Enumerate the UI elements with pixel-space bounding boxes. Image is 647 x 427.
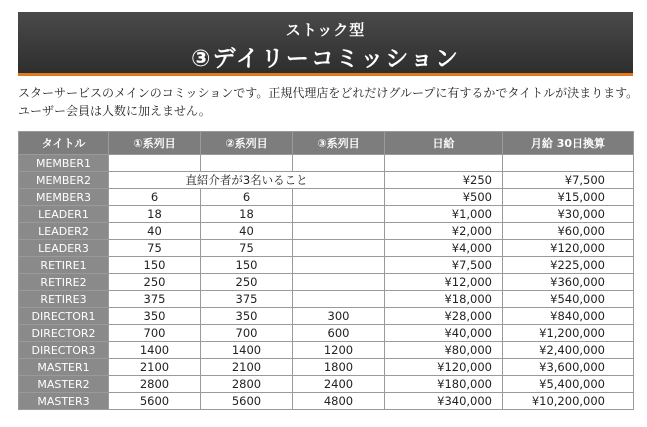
table-row [19,342,634,359]
series-3-cell: 600 [293,325,385,342]
series-1-cell: 700 [109,325,201,342]
row-title: DIRECTOR1 [19,308,109,325]
series-3-cell [293,189,385,206]
monthly-cell: ¥540,000 [503,291,634,308]
series-3-cell [293,155,385,172]
row-title: DIRECTOR2 [19,325,109,342]
header-monthly: 月給 30日換算 [503,132,634,155]
series-1-cell: 40 [109,223,201,240]
banner-title: ③デイリーコミッション [191,46,460,72]
series-1-cell: 150 [109,257,201,274]
monthly-cell: ¥5,400,000 [503,376,634,393]
monthly-cell: ¥120,000 [503,240,634,257]
series-2-cell: 2100 [201,359,293,376]
daily-cell: ¥80,000 [385,342,503,359]
daily-cell: ¥12,000 [385,274,503,291]
series-3-cell: 1200 [293,342,385,359]
series-3-cell [293,240,385,257]
monthly-cell [503,155,634,172]
daily-cell: ¥18,000 [385,291,503,308]
row-title: MEMBER1 [19,155,109,172]
series-1-cell: 75 [109,240,201,257]
header-series-3: ③系列目 [293,132,385,155]
daily-cell: ¥28,000 [385,308,503,325]
table-row [19,223,634,240]
daily-cell [385,155,503,172]
monthly-cell: ¥3,600,000 [503,359,634,376]
row-title: MEMBER2 [19,172,109,189]
row-title: MASTER3 [19,393,109,410]
daily-cell: ¥250 [385,172,503,189]
series-2-cell: 2800 [201,376,293,393]
row-title: RETIRE3 [19,291,109,308]
header-series-1: ①系列目 [109,132,201,155]
series-1-cell: 5600 [109,393,201,410]
row-title: LEADER2 [19,223,109,240]
series-2-cell: 75 [201,240,293,257]
series-2-cell: 1400 [201,342,293,359]
commission-table [18,131,634,410]
monthly-cell: ¥15,000 [503,189,634,206]
series-1-cell: 375 [109,291,201,308]
series-3-cell [293,206,385,223]
row-title: RETIRE1 [19,257,109,274]
table-row [19,172,634,189]
series-3-cell: 2400 [293,376,385,393]
table-row [19,240,634,257]
monthly-cell: ¥7,500 [503,172,634,189]
daily-cell: ¥7,500 [385,257,503,274]
series-1-cell: 2800 [109,376,201,393]
member2-requirement: 直紹介者が3名いること [109,172,385,189]
series-3-cell [293,223,385,240]
series-3-cell: 1800 [293,359,385,376]
table-row [19,189,634,206]
daily-cell: ¥1,000 [385,206,503,223]
series-2-cell: 700 [201,325,293,342]
series-1-cell: 250 [109,274,201,291]
header-title: タイトル [19,132,109,155]
series-2-cell: 150 [201,257,293,274]
monthly-cell: ¥2,400,000 [503,342,634,359]
table-row [19,393,634,410]
description-line: スターサービスのメインのコミッションです。正規代理店をどれだけグループに有するかでタイトルが決まります。 [18,86,639,100]
title-banner [18,12,633,76]
daily-cell: ¥180,000 [385,376,503,393]
series-2-cell: 350 [201,308,293,325]
series-3-cell [293,274,385,291]
monthly-cell: ¥30,000 [503,206,634,223]
row-title: DIRECTOR3 [19,342,109,359]
table-row [19,206,634,223]
row-title: LEADER3 [19,240,109,257]
banner-subtitle: ストック型 [285,21,366,39]
header-series-2: ②系列目 [201,132,293,155]
monthly-cell: ¥1,200,000 [503,325,634,342]
daily-cell: ¥40,000 [385,325,503,342]
monthly-cell: ¥60,000 [503,223,634,240]
monthly-cell: ¥840,000 [503,308,634,325]
daily-cell: ¥2,000 [385,223,503,240]
table-row [19,376,634,393]
series-3-cell: 300 [293,308,385,325]
table-row [19,274,634,291]
series-2-cell: 40 [201,223,293,240]
monthly-cell: ¥10,200,000 [503,393,634,410]
table-row [19,291,634,308]
description-line: ユーザー会員は人数に加えません。 [18,104,211,118]
row-title: MEMBER3 [19,189,109,206]
series-3-cell [293,291,385,308]
monthly-cell: ¥360,000 [503,274,634,291]
row-title: RETIRE2 [19,274,109,291]
series-2-cell: 18 [201,206,293,223]
series-2-cell [201,155,293,172]
daily-cell: ¥340,000 [385,393,503,410]
series-3-cell: 4800 [293,393,385,410]
table-row [19,359,634,376]
table-row [19,257,634,274]
row-title: LEADER1 [19,206,109,223]
series-1-cell [109,155,201,172]
series-1-cell: 1400 [109,342,201,359]
daily-cell: ¥4,000 [385,240,503,257]
series-1-cell: 2100 [109,359,201,376]
series-2-cell: 250 [201,274,293,291]
series-1-cell: 350 [109,308,201,325]
series-2-cell: 6 [201,189,293,206]
description [18,84,639,120]
monthly-cell: ¥225,000 [503,257,634,274]
series-1-cell: 18 [109,206,201,223]
series-3-cell [293,257,385,274]
header-daily: 日給 [385,132,503,155]
row-title: MASTER2 [19,376,109,393]
series-2-cell: 375 [201,291,293,308]
series-1-cell: 6 [109,189,201,206]
table-header-row [19,132,634,155]
series-2-cell: 5600 [201,393,293,410]
daily-cell: ¥500 [385,189,503,206]
daily-cell: ¥120,000 [385,359,503,376]
table-row [19,325,634,342]
table-row [19,308,634,325]
row-title: MASTER1 [19,359,109,376]
table-row [19,155,634,172]
